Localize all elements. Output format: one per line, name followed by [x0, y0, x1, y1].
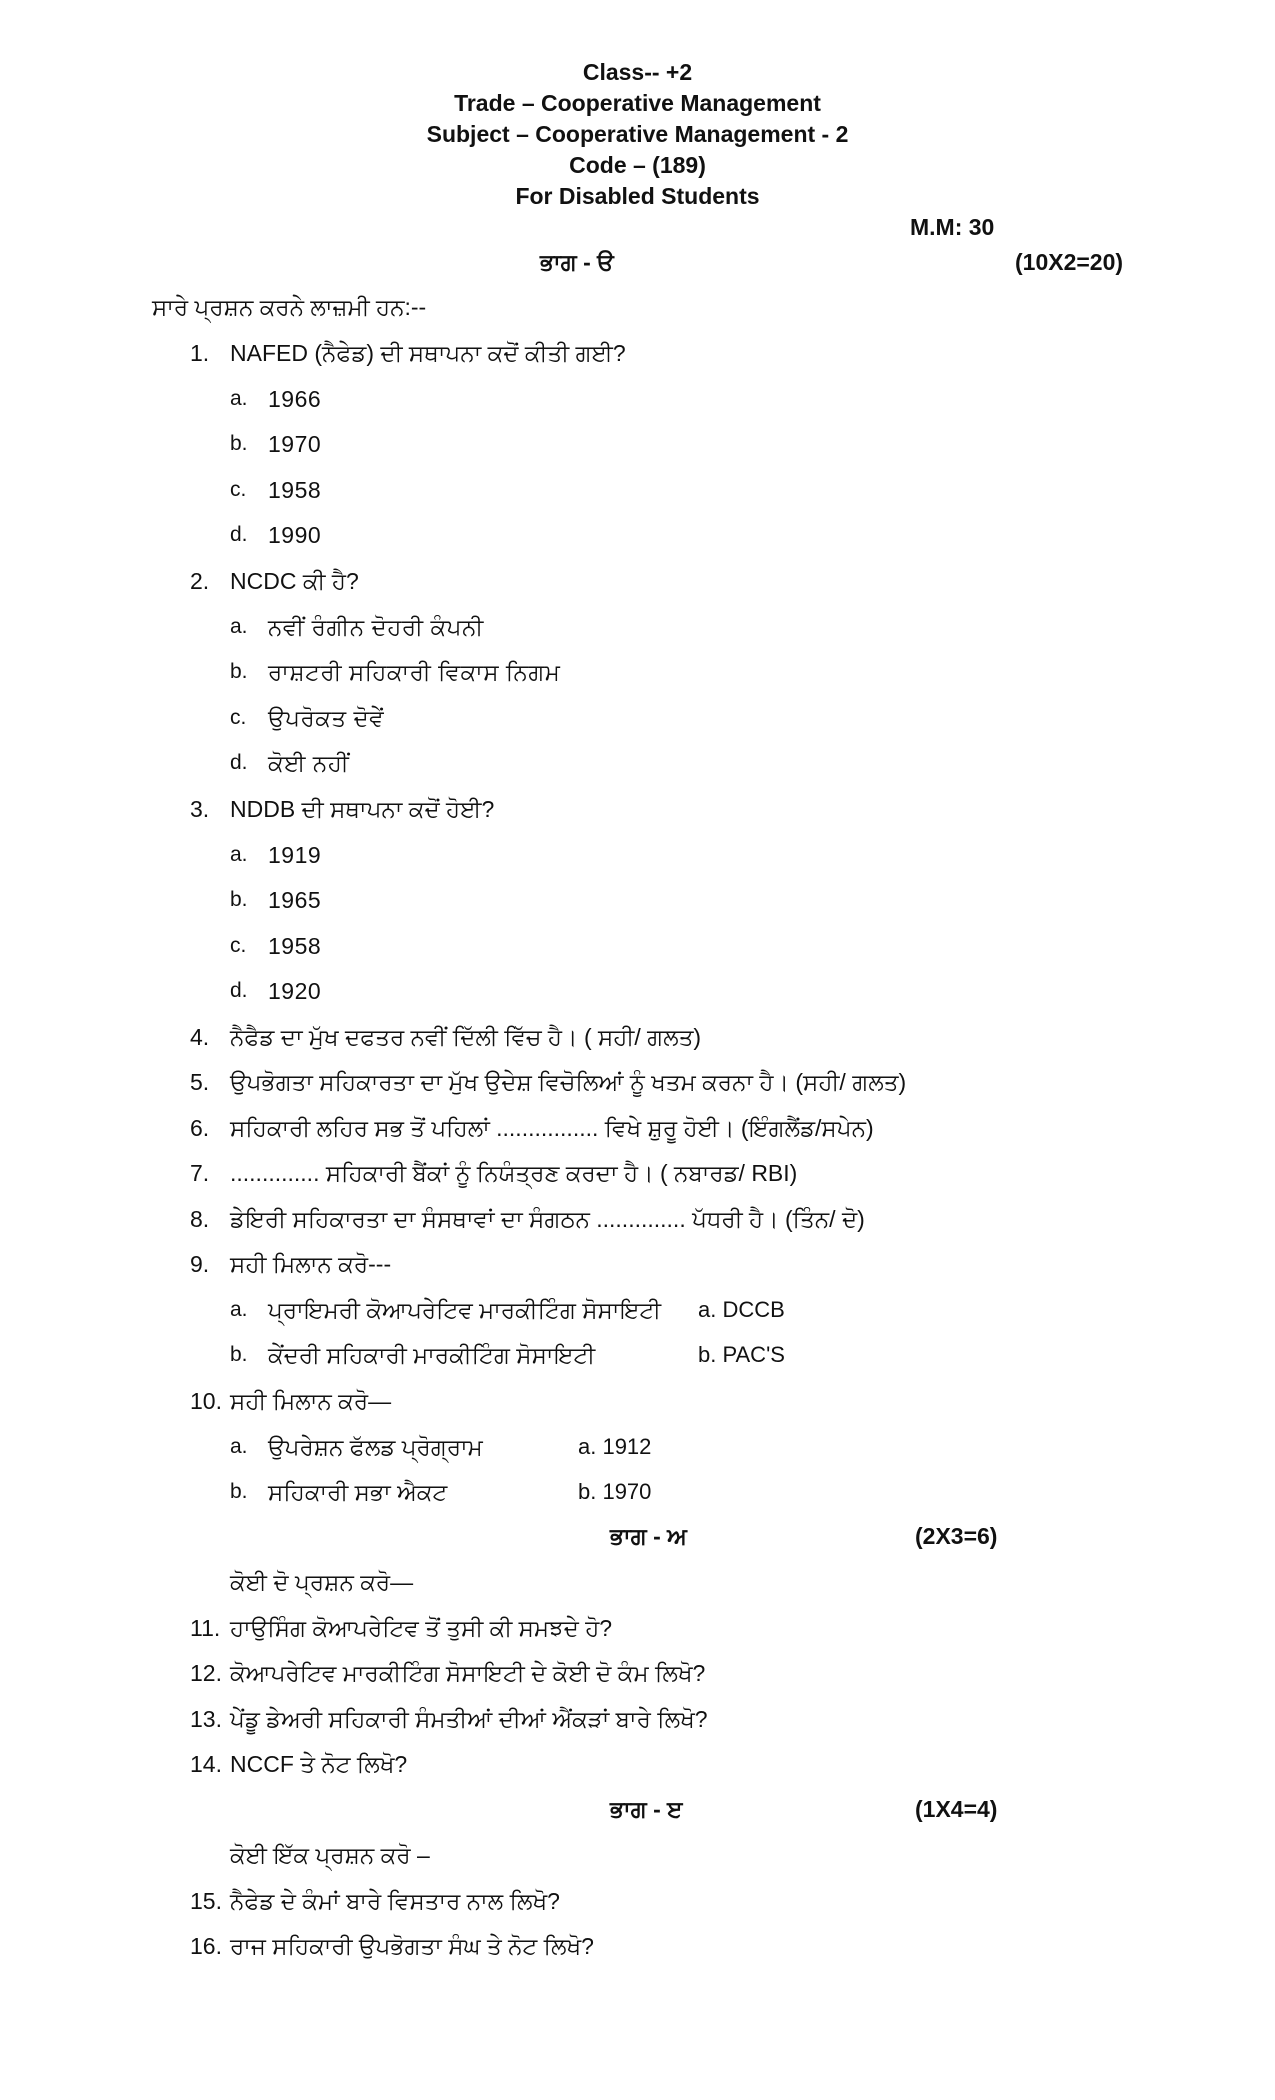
question-number: 15. — [190, 1888, 222, 1914]
match-letter: a. — [230, 1435, 248, 1458]
section-a-instruction: ਸਾਰੇ ਪ੍ਰਸ਼ਨ ਕਰਨੇ ਲਾਜ਼ਮੀ ਹਨ:-- — [152, 294, 427, 320]
match-letter: b. — [230, 1480, 248, 1503]
question-number: 10. — [190, 1388, 222, 1414]
section-a-title: ਭਾਗ - ੳ — [540, 249, 614, 275]
option-text: ਉਪਰੋਕਤ ਦੋਵੇਂ — [268, 705, 385, 731]
option-text: 1966 — [268, 386, 322, 412]
option-text: ਨਵੀਂ ਰੰਗੀਨ ਦੋਹਰੀ ਕੰਪਨੀ — [268, 614, 484, 640]
option-letter: c. — [230, 934, 247, 957]
section-b-title: ਭਾਗ - ਅ — [610, 1523, 687, 1549]
section-b-instruction: ਕੋਈ ਦੋ ਪ੍ਰਸ਼ਨ ਕਰੋ— — [230, 1569, 414, 1595]
option-letter: a. — [230, 615, 248, 638]
question-number: 12. — [190, 1660, 222, 1686]
question-text: NCDC ਕੀ ਹੈ? — [230, 568, 359, 594]
question-text: .............. ਸਹਿਕਾਰੀ ਬੈਂਕਾਂ ਨੂੰ ਨਿਯੰਤ੍ਰਣ ਕਰਦਾ ਹੈ। ( ਨਬਾਰਡ/ RBI) — [230, 1160, 798, 1186]
option-letter: a. — [230, 387, 248, 410]
question-number: 1. — [190, 340, 210, 366]
question-number: 4. — [190, 1024, 210, 1050]
question-number: 14. — [190, 1751, 222, 1777]
option-letter: c. — [230, 478, 247, 501]
question-number: 13. — [190, 1706, 222, 1732]
question-text: NAFED (ਨੈਫੇਡ) ਦੀ ਸਥਾਪਨਾ ਕਦੋਂ ਕੀਤੀ ਗਈ? — [230, 340, 626, 366]
trade-line: Trade – Cooperative Management — [454, 90, 821, 116]
question-text: NCCF ਤੇ ਨੋਟ ਲਿਖੋ? — [230, 1751, 408, 1777]
question-text: ਹਾਉਸਿੰਗ ਕੋਆਪਰੇਟਿਵ ਤੋਂ ਤੁਸੀ ਕੀ ਸਮਝਦੇ ਹੋ? — [230, 1615, 613, 1641]
option-text: 1920 — [268, 978, 322, 1004]
match-right-text: b. 1970 — [578, 1479, 652, 1504]
subject-line: Subject – Cooperative Management - 2 — [426, 121, 849, 147]
code-line: Code – (189) — [569, 152, 706, 178]
option-text: 1958 — [268, 477, 322, 503]
question-number: 7. — [190, 1160, 210, 1186]
match-left-text: ਕੇਂਦਰੀ ਸਹਿਕਾਰੀ ਮਾਰਕੀਟਿੰਗ ਸੋਸਾਇਟੀ — [268, 1342, 596, 1368]
match-right-text: a. 1912 — [578, 1434, 652, 1459]
match-letter: a. — [230, 1298, 248, 1321]
section-c-instruction: ਕੋਈ ਇੱਕ ਪ੍ਰਸ਼ਨ ਕਰੋ – — [230, 1842, 430, 1868]
section-b-marks: (2X3=6) — [915, 1523, 998, 1549]
question-text: ਕੋਆਪਰੇਟਿਵ ਮਾਰਕੀਟਿੰਗ ਸੋਸਾਇਟੀ ਦੇ ਕੋਈ ਦੋ ਕੰਮ ਲਿਖੋ? — [230, 1660, 706, 1686]
section-c-marks: (1X4=4) — [915, 1796, 998, 1822]
class-line: Class-- +2 — [582, 59, 693, 85]
section-c-title: ਭਾਗ - ੲ — [610, 1796, 683, 1822]
option-text: ਰਾਸ਼ਟਰੀ ਸਹਿਕਾਰੀ ਵਿਕਾਸ ਨਿਗਮ — [268, 659, 561, 685]
option-letter: d. — [230, 751, 248, 774]
option-letter: a. — [230, 843, 248, 866]
question-text: ਉਪਭੋਗਤਾ ਸਹਿਕਾਰਤਾ ਦਾ ਮੁੱਖ ਉਦੇਸ਼ ਵਿਚੋਲਿਆਂ ਨੂੰ ਖਤਮ ਕਰਨਾ ਹੈ। (ਸਹੀ/ ਗਲਤ) — [230, 1069, 907, 1095]
match-letter: b. — [230, 1343, 248, 1366]
option-letter: d. — [230, 979, 248, 1002]
question-number: 2. — [190, 568, 210, 594]
option-letter: d. — [230, 523, 248, 546]
option-letter: b. — [230, 432, 248, 455]
match-left-text: ਸਹਿਕਾਰੀ ਸਭਾ ਐਕਟ — [268, 1479, 448, 1505]
option-text: 1970 — [268, 431, 322, 457]
question-number: 6. — [190, 1115, 210, 1141]
question-text: ਨੈਫੇਡ ਦੇ ਕੰਮਾਂ ਬਾਰੇ ਵਿਸਤਾਰ ਨਾਲ ਲਿਖੋ? — [230, 1888, 560, 1914]
section-a-marks: (10X2=20) — [1015, 249, 1124, 275]
question-text: ਸਹੀ ਮਿਲਾਨ ਕਰੋ— — [230, 1388, 392, 1414]
question-text: ਨੈਫੈਡ ਦਾ ਮੁੱਖ ਦਫਤਰ ਨਵੀਂ ਦਿੱਲੀ ਵਿੱਚ ਹੈ। ( ਸਹੀ/ ਗਲਤ) — [230, 1024, 702, 1050]
option-letter: c. — [230, 706, 247, 729]
match-right-text: b. PAC'S — [698, 1342, 785, 1367]
question-text: ਸਹਿਕਾਰੀ ਲਹਿਰ ਸਭ ਤੋਂ ਪਹਿਲਾਂ ................ ਵਿਖੇ ਸ਼ੁਰੂ ਹੋਈ। (ਇੰਗਲੈਂਡ/ਸਪੇਨ) — [230, 1115, 874, 1141]
option-text: 1919 — [268, 842, 322, 868]
question-number: 3. — [190, 796, 210, 822]
question-text: ਸਹੀ ਮਿਲਾਨ ਕਰੋ--- — [230, 1251, 392, 1277]
option-text: ਕੋਈ ਨਹੀਂ — [268, 750, 350, 776]
question-number: 16. — [190, 1933, 222, 1959]
question-number: 9. — [190, 1251, 210, 1277]
question-number: 11. — [190, 1615, 221, 1641]
max-marks: M.M: 30 — [910, 214, 995, 240]
option-text: 1965 — [268, 887, 322, 913]
question-text: ਪੇਂਡੂ ਡੇਅਰੀ ਸਹਿਕਾਰੀ ਸੰਮਤੀਆਂ ਦੀਆਂ ਐਂਕੜਾਂ ਬਾਰੇ ਲਿਖੋ? — [230, 1706, 708, 1732]
match-right-text: a. DCCB — [698, 1297, 785, 1322]
match-left-text: ਉਪਰੇਸ਼ਨ ਫੱਲਡ ਪ੍ਰੋਗ੍ਰਾਮ — [268, 1434, 483, 1460]
option-text: 1990 — [268, 522, 322, 548]
question-text: ਰਾਜ ਸਹਿਕਾਰੀ ਉਪਭੋਗਤਾ ਸੰਘ ਤੇ ਨੋਟ ਲਿਖੋ? — [230, 1933, 594, 1959]
option-letter: b. — [230, 888, 248, 911]
option-text: 1958 — [268, 933, 322, 959]
question-text: ਡੇਇਰੀ ਸਹਿਕਾਰਤਾ ਦਾ ਸੰਸਥਾਵਾਂ ਦਾ ਸੰਗਠਨ .............. ਪੱਧਰੀ ਹੈ। (ਤਿੰਨ/ ਦੋ) — [230, 1206, 865, 1232]
option-letter: b. — [230, 660, 248, 683]
question-text: NDDB ਦੀ ਸਥਾਪਨਾ ਕਦੋਂ ਹੋਈ? — [230, 796, 495, 822]
question-number: 5. — [190, 1069, 210, 1095]
audience-line: For Disabled Students — [515, 183, 760, 209]
match-left-text: ਪ੍ਰਾਇਮਰੀ ਕੋਆਪਰੇਟਿਵ ਮਾਰਕੀਟਿੰਗ ਸੋਸਾਇਟੀ — [268, 1297, 662, 1323]
question-number: 8. — [190, 1206, 210, 1232]
